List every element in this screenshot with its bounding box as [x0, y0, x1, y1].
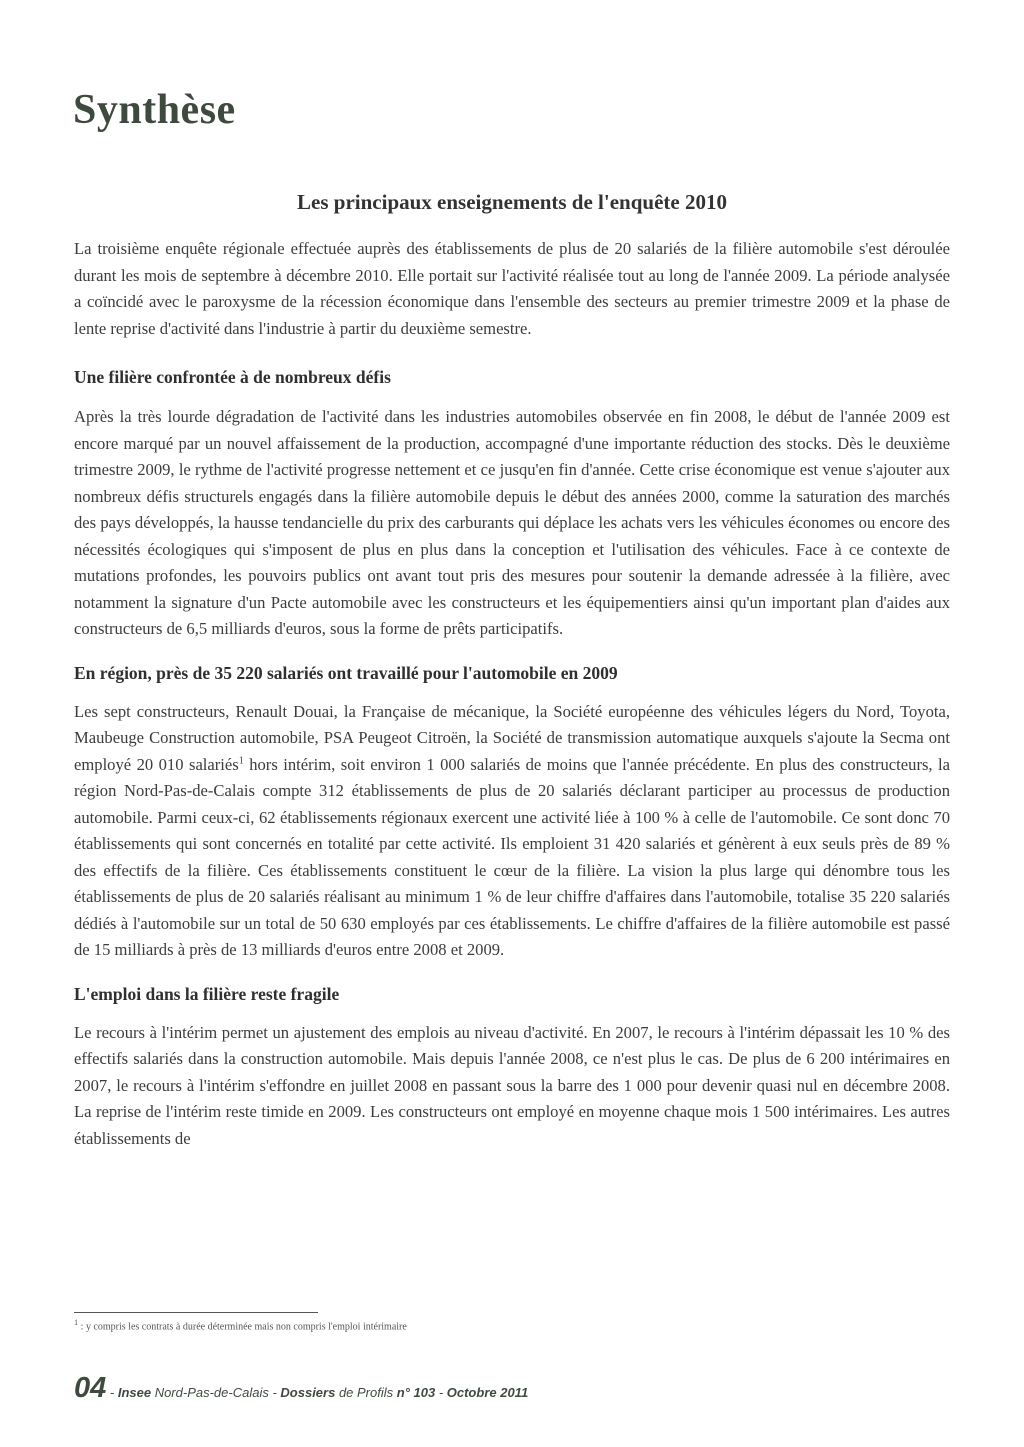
footer-brand: Insee	[117, 1385, 152, 1400]
footer-issue: n° 103	[393, 1385, 436, 1400]
page-footer	[74, 1372, 528, 1405]
intro-paragraph: La troisième enquête régionale effectuée auprès des établissements de plus de 20 salariés de la filière automobile s'est déroulée durant les mois de septembre à décembre 2010. Elle portait sur l'activité réalisée tout au long de l'année 2009. La période analysée a coïncidé avec le paroxysme de la récession économique dans l'ensemble des secteurs au premier trimestre 2009 et la phase de lente reprise d'activité dans l'industrie à partir du deuxième semestre.	[74, 239, 950, 338]
footnote-text: : y compris les contrats à durée déterminée mais non compris l'emploi intérimaire	[78, 1321, 407, 1333]
footer-date: Octobre 2011	[446, 1385, 529, 1400]
section-paragraph-salaries	[74, 699, 950, 964]
page-title: Synthèse	[73, 87, 236, 133]
page-number: 04	[74, 1372, 107, 1404]
section-heading-defis: Une filière confrontée à de nombreux défis	[74, 367, 391, 387]
footer-region: Nord-Pas-de-Calais	[151, 1385, 269, 1400]
section-paragraph-emploi: Le recours à l'intérim permet un ajustement des emplois au niveau d'activité. En 2007, le recours à l'intérim dépassait les 10 % des effectifs salariés dans la construction automobile. Mais depuis l'année 2008, ce n'est plus le cas. De plus de 6 200 intérimaires en 2007, le recours à l'intérim s'effondre en juillet 2008 en passant sous la barre des 1 000 pour devenir quasi nul en décembre 2008. La reprise de l'intérim reste timide en 2009. Les constructeurs ont employé en moyenne chaque mois 1 500 intérimaires. Les autres établissements de	[74, 1022, 950, 1148]
footer-separator-2: -	[268, 1385, 281, 1400]
article-body	[74, 236, 950, 1152]
footnote	[74, 1318, 407, 1332]
footer-collection-suffix: de Profils	[335, 1385, 394, 1400]
footer-separator-3: -	[435, 1385, 447, 1400]
footnote-divider	[74, 1312, 318, 1313]
footer-collection: Dossiers	[280, 1385, 336, 1400]
footnote-reference: 1	[238, 754, 244, 766]
salaries-text-part2: hors intérim, soit environ 1 000 salariés de moins que l'année précédente. En plus des constructeurs, la région Nord-Pas-de-Calais compte 312 établissements de plus de 20 salariés déclarant participer au processus de production automobile. Parmi ceux-ci, 62 établissements régionaux exercent une activité liée à 100 % à celle de l'automobile. Ce sont donc 70 établissements qui sont concernés en totalité par cette activité. Ils emploient 31 420 salariés et génèrent à eux seuls près de 89 % des effectifs de la filière. Ces établissements constituent le cœur de la filière. La vision la plus large qui dénombre tous les établissements de plus de 20 salariés réalisant au minimum 1 % de leur chiffre d'affaires dans l'automobile, totalise 35 220 salariés dédiés à l'automobile sur un total de 50 630 employés par ces établissements. Le chiffre d'affaires de la filière automobile est passé de 15 milliards à près de 13 milliards d'euros entre 2008 et 2009.	[74, 754, 951, 959]
section-paragraph-defis: Après la très lourde dégradation de l'activité dans les industries automobiles observée en fin 2008, le début de l'année 2009 est encore marqué par un nouvel affaissement de la production, accompagné d'une importante réduction des stocks. Dès le deuxième trimestre 2009, le rythme de l'activité progresse nettement et ce jusqu'en fin d'année. Cette crise économique est venue s'ajouter aux nombreux défis structurels engagés dans la filière automobile depuis le début des années 2000, comme la saturation des marchés des pays développés, la hausse tendancielle du prix des carburants qui déplace les achats vers les véhicules économes ou encore des nécessités écologiques qui s'imposent de plus en plus dans la conception et l'utilisation des véhicules. Face à ce contexte de mutations profondes, les pouvoirs publics ont avant tout pris des mesures pour soutenir la demande adressée à la filière, avec notamment la signature d'un Pacte automobile avec les constructeurs et les équipementiers ainsi qu'un important plan d'aides aux constructeurs de 6,5 milliards d'euros, sous la forme de prêts participatifs.	[74, 407, 950, 638]
section-heading-emploi: L'emploi dans la filière reste fragile	[74, 983, 340, 1004]
section-heading-salaries: En région, près de 35 220 salariés ont travaillé pour l'automobile en 2009	[74, 662, 618, 683]
footnote-mark: 1	[74, 1318, 79, 1327]
salaries-text-part1: Les sept constructeurs, Renault Douai, la Française de mécanique, la Société européenne des véhicules légers du Nord, Toyota, Maubeuge Construction automobile, PSA Peugeot Citroën, la Société de transmission automatique auxquels s'ajoute la Secma ont employé 20 010 salariés	[74, 701, 950, 774]
document-subtitle: Les principaux enseignements de l'enquête 2010	[297, 190, 727, 214]
footer-separator: -	[106, 1385, 118, 1400]
